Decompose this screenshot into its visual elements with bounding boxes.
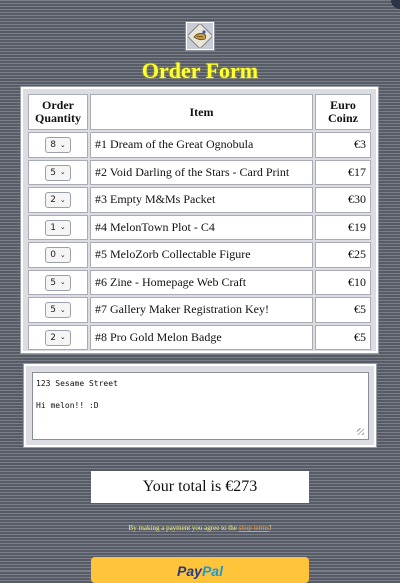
notes-line-1: 123 Sesame Street (36, 379, 118, 388)
header-item: Item (90, 94, 313, 130)
quantity-value: 8 (50, 140, 56, 151)
item-name: #2 Void Darling of the Stars - Card Print (90, 160, 313, 186)
notes-line-2: Hi melon!! :D (36, 401, 99, 410)
quantity-select[interactable] (45, 247, 71, 263)
paypal-button[interactable] (91, 557, 309, 583)
item-name: #3 Empty M&Ms Packet (90, 187, 313, 213)
item-price: €19 (315, 215, 371, 241)
chevron-down-icon: ⌄ (59, 250, 66, 259)
window-corner (391, 0, 400, 9)
quantity-cell (28, 242, 88, 268)
quantity-cell (28, 215, 88, 241)
quantity-value: 5 (50, 167, 56, 178)
chevron-down-icon: ⌄ (59, 195, 66, 204)
paypal-logo-pal: Pal (201, 563, 223, 579)
page-title: Order Form (141, 58, 259, 83)
item-price: €30 (315, 187, 371, 213)
quantity-select[interactable] (45, 165, 71, 181)
quantity-select[interactable] (45, 137, 71, 153)
item-price: €3 (315, 132, 371, 158)
order-row (28, 270, 371, 296)
quantity-cell (28, 132, 88, 158)
item-price: €10 (315, 270, 371, 296)
textarea-resize-handle[interactable] (357, 428, 364, 435)
quantity-value: 1 (50, 222, 56, 233)
item-name: #8 Pro Gold Melon Badge (90, 325, 313, 351)
notes-panel (24, 364, 376, 447)
chevron-down-icon: ⌄ (59, 278, 66, 287)
item-price: €25 (315, 242, 371, 268)
quantity-value: 5 (50, 277, 56, 288)
order-row (28, 242, 371, 268)
chevron-down-icon: ⌄ (59, 168, 66, 177)
chevron-down-icon: ⌄ (59, 223, 66, 232)
quantity-select[interactable] (45, 302, 71, 318)
quantity-cell (28, 270, 88, 296)
quantity-value: 5 (50, 305, 56, 316)
quantity-value: 2 (50, 195, 56, 206)
quantity-value: 2 (50, 332, 56, 343)
order-total: Your total is €273 (91, 471, 309, 503)
order-row (28, 325, 371, 351)
paypal-logo-pay: Pay (177, 563, 202, 579)
item-name: #1 Dream of the Great Ognobula (90, 132, 313, 158)
terms-notice (0, 524, 400, 532)
order-row (28, 187, 371, 213)
item-price: €17 (315, 160, 371, 186)
item-name: #5 MeloZorb Collectable Figure (90, 242, 313, 268)
quantity-select[interactable] (45, 275, 71, 291)
shop-terms-link[interactable]: shop terms (238, 524, 270, 532)
quantity-select[interactable] (45, 330, 71, 346)
order-row (28, 215, 371, 241)
quantity-value: 0 (50, 250, 56, 261)
chevron-down-icon: ⌄ (59, 140, 66, 149)
quantity-cell (28, 160, 88, 186)
order-table-panel (21, 87, 378, 353)
quantity-cell (28, 325, 88, 351)
shop-logo-icon (186, 22, 214, 50)
order-row (28, 132, 371, 158)
chevron-down-icon: ⌄ (59, 333, 66, 342)
address-notes-textarea[interactable] (32, 372, 369, 440)
chevron-down-icon: ⌄ (59, 305, 66, 314)
item-name: #4 MelonTown Plot - C4 (90, 215, 313, 241)
quantity-select[interactable] (45, 220, 71, 236)
order-row (28, 160, 371, 186)
item-name: #6 Zine - Homepage Web Craft (90, 270, 313, 296)
terms-suffix: ! (269, 524, 272, 532)
item-price: €5 (315, 325, 371, 351)
order-table (26, 92, 373, 352)
quantity-cell (28, 297, 88, 323)
item-name: #7 Gallery Maker Registration Key! (90, 297, 313, 323)
terms-prefix: By making a payment you agree to the (128, 524, 239, 532)
quantity-cell (28, 187, 88, 213)
quantity-select[interactable] (45, 192, 71, 208)
header-quantity: Order Quantity (28, 94, 88, 130)
order-row (28, 297, 371, 323)
item-price: €5 (315, 297, 371, 323)
header-price: Euro Coinz (315, 94, 371, 130)
